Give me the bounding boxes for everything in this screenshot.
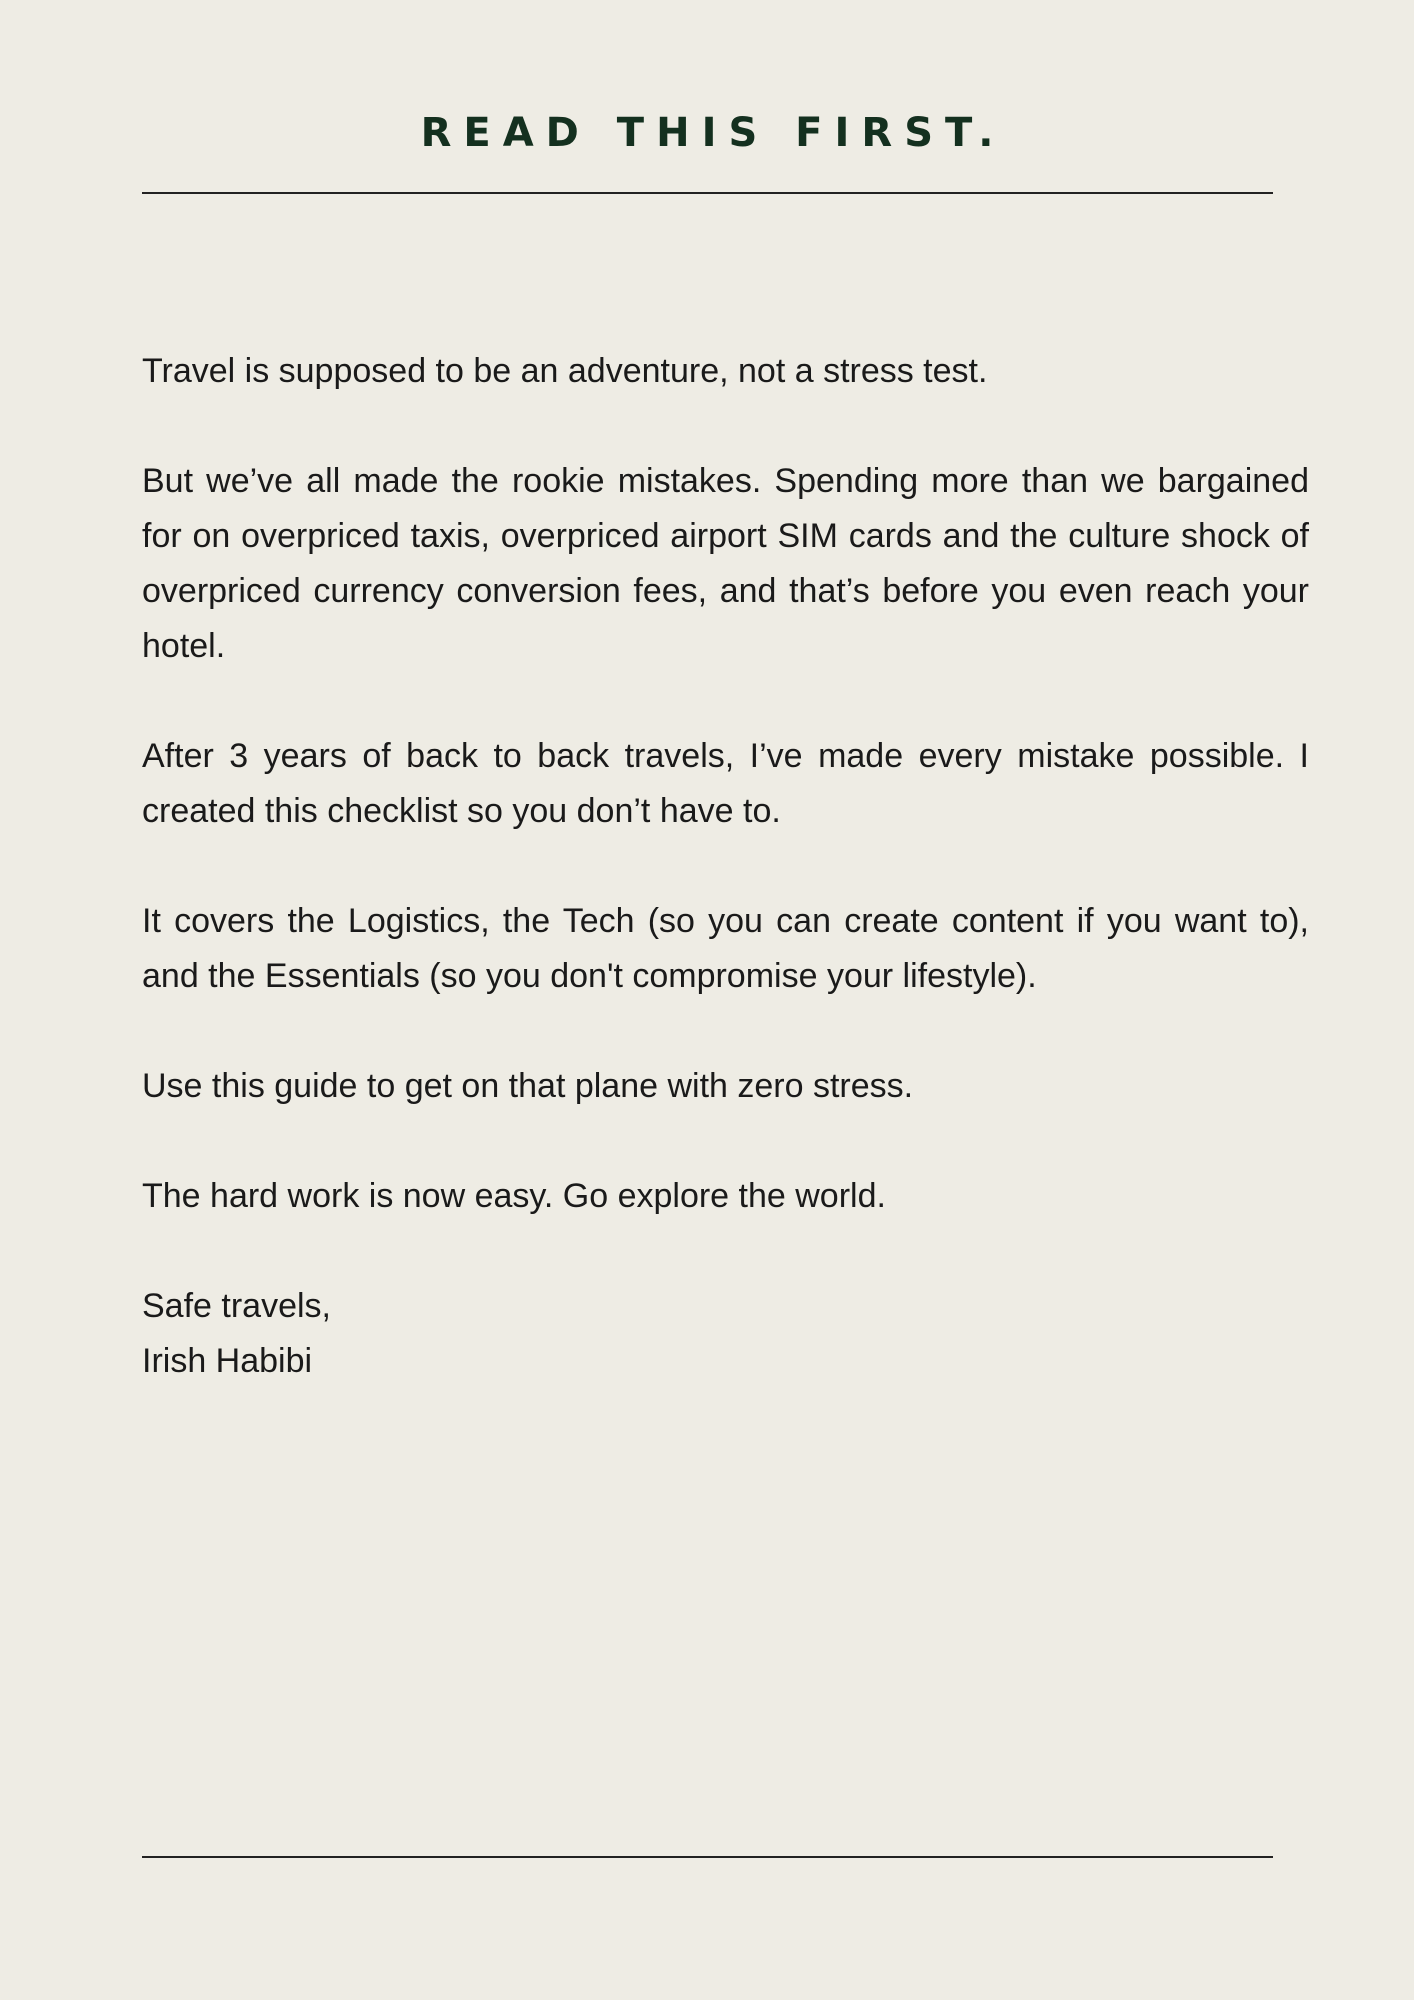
signoff-closing: Safe travels, [142, 1287, 331, 1325]
paragraph-mistakes: But we’ve all made the rookie mistakes. Spending more than we bargained for on overpriced taxis, overpriced airport SIM cards and the culture shock of overpriced currency conversion fees, and that’s before you even reach your hotel. [142, 462, 1309, 665]
paragraph-explore: The hard work is now easy. Go explore the world. [142, 1177, 886, 1215]
page-title: READ THIS FIRST. [420, 110, 1006, 156]
paragraph-experience: After 3 years of back to back travels, I’ve made every mistake possible. I created this checklist so you don’t have to. [142, 737, 1309, 830]
letter-body [142, 344, 1309, 1389]
bottom-divider [142, 1856, 1273, 1858]
paragraph-guide: Use this guide to get on that plane with zero stress. [142, 1067, 914, 1105]
top-divider [142, 192, 1273, 194]
signoff-name: Irish Habibi [142, 1342, 313, 1380]
paragraph-coverage: It covers the Logistics, the Tech (so you can create content if you want to), and the Essentials (so you don't compromise your lifestyle). [142, 902, 1309, 995]
signoff [142, 1279, 1309, 1389]
paragraph-intro: Travel is supposed to be an adventure, not a stress test. [142, 352, 988, 390]
